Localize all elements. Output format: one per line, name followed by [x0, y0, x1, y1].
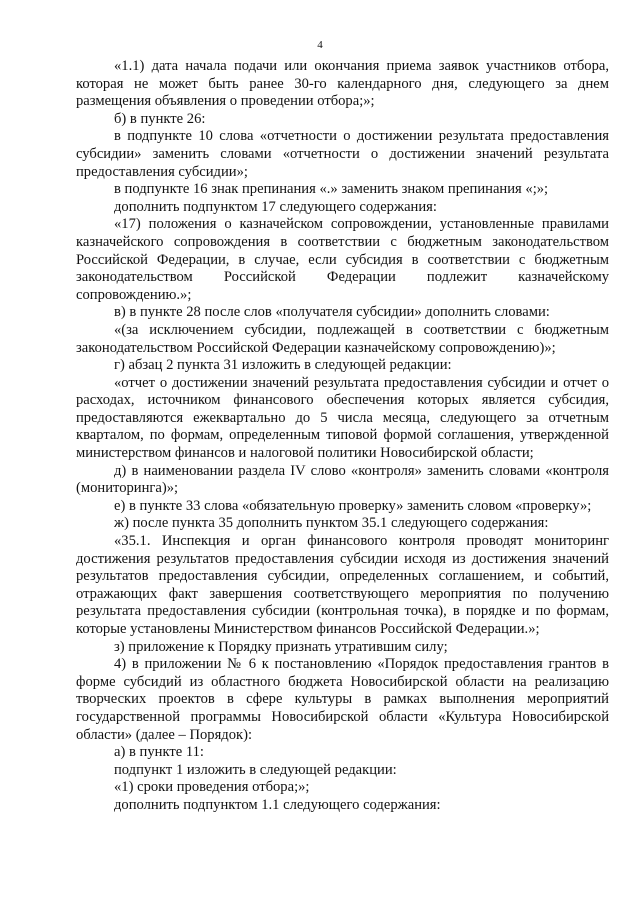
paragraph-subitem-17-text: «17) положения о казначейском сопровождении, установленные правилами казначейского сопровождения в соответствии с бюджетным законодательством Российской Федерации, в случае, если субсидия в соответствии с бюджетным законодательством Российской Федерации подлежит казначейскому сопровождению.»; — [76, 216, 609, 303]
paragraph-item-1-1: «1.1) дата начала подачи или окончания приема заявок участников отбора, которая не может быть ранее 30-го календарного дня, следующего за днем размещения объявления о проведении отбора;»; — [76, 58, 609, 110]
paragraph-item-a: а) в пункте 11: — [114, 744, 204, 761]
paragraph-item-v-text: «(за исключением субсидии, подлежащей в соответствии с бюджетным законодательством Российской Федерации казначейскому сопровождению)»; — [76, 321, 609, 356]
paragraph-item-v: в) в пункте 28 после слов «получателя субсидии» дополнить словами: — [114, 304, 550, 321]
paragraph-item-b: б) в пункте 26: — [114, 110, 206, 127]
document-body — [76, 58, 609, 815]
paragraph-subitem-10: в подпункте 10 слова «отчетности о достижении результата предоставления субсидии» заменить словами «отчетности о достижении значений результата предоставления субсидии»; — [76, 128, 609, 180]
paragraph-add-subitem-1-1: дополнить подпунктом 1.1 следующего содержания: — [114, 796, 441, 813]
paragraph-subitem-1-text: «1) сроки проведения отбора;»; — [114, 779, 310, 796]
paragraph-item-e: е) в пункте 33 слова «обязательную проверку» заменить словом «проверку»; — [114, 497, 592, 514]
paragraph-item-g-text: «отчет о достижении значений результата предоставления субсидии и отчет о расходах, источником финансового обеспечения которых является субсидия, предоставляются ежеквартально до 5 числа месяца, следующего за отчетным кварталом, по формам, определенным типовой формой соглашения, утвержденной министерством финансов и налоговой политики Новосибирской области; — [76, 374, 609, 462]
paragraph-item-g: г) абзац 2 пункта 31 изложить в следующей редакции: — [114, 357, 452, 374]
paragraph-subitem-1: подпункт 1 изложить в следующей редакции: — [114, 761, 397, 778]
paragraph-add-subitem-17: дополнить подпунктом 17 следующего содержания: — [114, 198, 437, 215]
paragraph-item-35-1-text: «35.1. Инспекция и орган финансового контроля проводят мониторинг достижения результатов предоставления субсидии исходя из достижения значений результатов предоставления субсидии, определенных соглашением, и событий, отражающих факт завершения соответствующего мероприятия по получению результата предоставления субсидии (контрольная точка), в порядке и по формам, которые установлены Министерством финансов Российской Федерации.»; — [76, 533, 609, 637]
paragraph-item-d: д) в наименовании раздела IV слово «контроля» заменить словами «контроля (мониторинга)»; — [76, 462, 609, 497]
paragraph-item-zh: ж) после пункта 35 дополнить пунктом 35.1 следующего содержания: — [114, 515, 549, 532]
paragraph-item-z: з) приложение к Порядку признать утратившим силу; — [114, 638, 448, 655]
paragraph-subitem-16: в подпункте 16 знак препинания «.» заменить знаком препинания «;»; — [114, 181, 549, 198]
page-number: 4 — [317, 39, 323, 51]
paragraph-item-4: 4) в приложении № 6 к постановлению «Порядок предоставления грантов в форме субсидий из областного бюджета Новосибирской области на реализацию творческих проектов в сфере культуры в рамках выполнения мероприятий государственной программы Новосибирской области «Культура Новосибирской области» (далее – Порядок): — [76, 656, 609, 743]
